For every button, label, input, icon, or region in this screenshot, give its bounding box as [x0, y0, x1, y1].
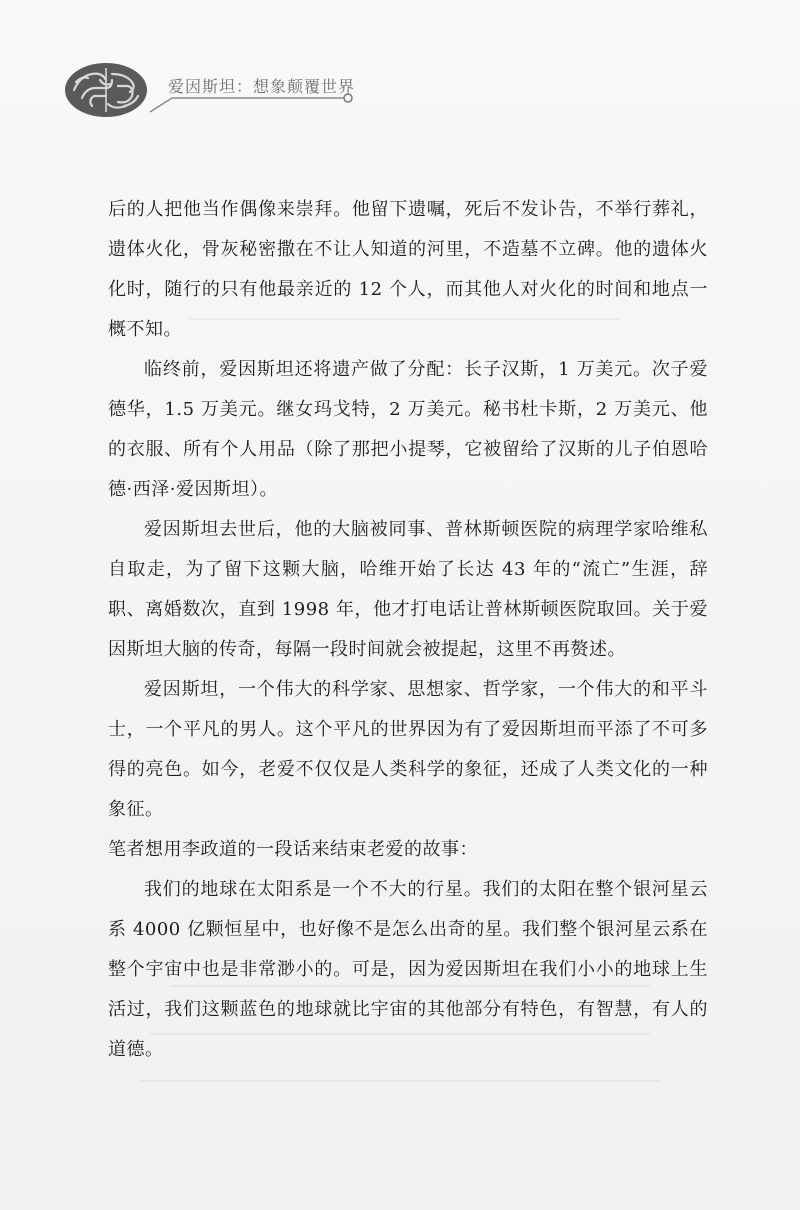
paragraph-3: 爱因斯坦去世后，他的大脑被同事、普林斯顿医院的病理学家哈维私自取走，为了留下这颗大脑，哈维开始了长达 43 年的“流亡”生涯，辞职、离婚数次，直到 1998 年，他才打电话让普林斯顿医院取回。关于爱因斯坦大脑的传奇，每隔一段时间就会被提起，这里不再赘述。 [108, 519, 708, 660]
running-head-title: 爱因斯坦：想象颠覆世界 [168, 77, 356, 96]
scan-artifact [140, 1080, 660, 1082]
paragraph-4: 爱因斯坦，一个伟大的科学家、思想家、哲学家，一个伟大的和平斗士，一个平凡的男人。这个平凡的世界因为有了爱因斯坦而平添了不可多得的亮色。如今，老爱不仅仅是人类科学的象征，还成了人类文化的一种象征。 [108, 679, 708, 820]
paragraph-1: 后的人把他当作偶像来崇拜。他留下遗嘱，死后不发讣告，不举行葬礼，遗体火化，骨灰秘密撒在不让人知道的河里，不造墓不立碑。他的遗体火化时，随行的只有他最亲近的 12 个人，而其他人对火化的时间和地点一概不知。 [108, 199, 708, 340]
brain-maze-icon [62, 60, 150, 120]
paragraph-5: 笔者想用李政道的一段话来结束老爱的故事： [108, 839, 478, 860]
paragraph-2: 临终前，爱因斯坦还将遗产做了分配：长子汉斯，1 万美元。次子爱德华，1.5 万美元。继女玛戈特，2 万美元。秘书杜卡斯，2 万美元、他的衣服、所有个人用品（除了那把小提琴，它被留给了汉斯的儿子伯恩哈德·西泽·爱因斯坦）。 [108, 359, 708, 500]
page-header [0, 0, 800, 150]
body-text [108, 190, 708, 1070]
quote-paragraph: 我们的地球在太阳系是一个不大的行星。我们的太阳在整个银河星云系 4000 亿颗恒星中，也好像不是怎么出奇的星。我们整个银河星云系在整个宇宙中也是非常渺小的。可是，因为爱因斯坦在我们小小的地球上生活过，我们这颗蓝色的地球就比宇宙的其他部分有特色，有智慧，有人的道德。 [108, 879, 708, 1060]
